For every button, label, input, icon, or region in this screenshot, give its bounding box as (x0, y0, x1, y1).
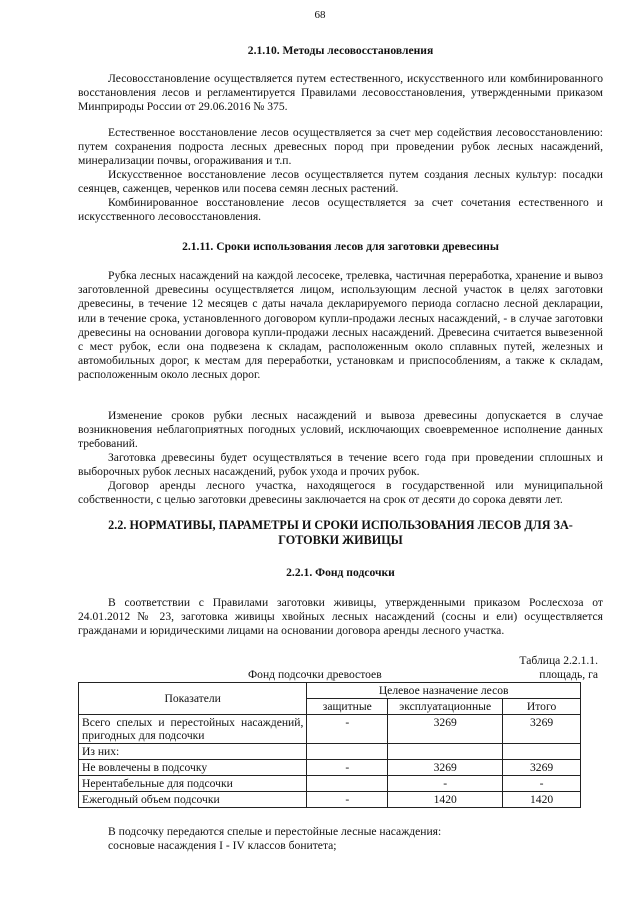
paragraph: В соответствии с Правилами заготовки живицы, утвержденными приказом Рослесхоза от 24.01.2012 № 23, заготовка живицы хвойных лесных насаждений (сосны и ели) осуществляется гражданами и юридическими лицами на основании договора аренды лесного участка. (78, 596, 603, 638)
row-label: Из них: (79, 744, 307, 760)
table-row (79, 715, 581, 744)
table-header-row (79, 683, 581, 699)
section-2-2-1-title: 2.2.1. Фонд подсочки (286, 566, 395, 579)
table-unit: площадь, га (539, 668, 598, 681)
row-label: Нерентабельные для подсочки (79, 776, 307, 792)
table-row (79, 744, 581, 760)
cell: 1420 (388, 792, 503, 808)
header-protective: защитные (307, 699, 388, 715)
cell (388, 744, 503, 760)
header-total: Итого (503, 699, 581, 715)
table-title: Фонд подсочки древостоев (248, 668, 382, 681)
table-row (79, 792, 581, 808)
paragraph: Искусственное восстановление лесов осуществляется путем создания лесных культур: посадки сеянцев, саженцев, черенков или посева семян лесных растений. (78, 168, 603, 196)
paragraph: Рубка лесных насаждений на каждой лесосеке, трелевка, частичная переработка, хранение и вывоз заготовленной древесины осуществляется лицом, использующим лесной участок в целях заготовки древесины, в течение 12 месяцев с даты начала декларируемого периода согласно лесной декларации, или в течение срока, установленного договором купли-продажи лесных насаждений, - в случае заготовки древесины на основании договора купли-продажи лесных насаждений. Древесина считается вывезенной с мест рубок, если она подвезена к складам, расположенным около сплавных путей, железных и автомобильных дорог, к местам для переработки, установкам и приспособлениям, а также к складам, расположенным около лесных дорог. (78, 269, 603, 382)
table-number: Таблица 2.2.1.1. (519, 654, 598, 667)
fund-table (78, 682, 581, 808)
cell: 3269 (388, 715, 503, 744)
cell: 1420 (503, 792, 581, 808)
paragraph: Лесовосстановление осуществляется путем естественного, искусственного или комбинированного восстановления лесов и регламентируется Правилами лесовосстановления, утвержденными приказом Минприроды России от 29.06.2016 № 375. (78, 72, 603, 114)
header-operational: эксплуатационные (388, 699, 503, 715)
header-indicators: Показатели (79, 683, 307, 715)
cell: 3269 (503, 760, 581, 776)
cell: - (307, 715, 388, 744)
cell (503, 744, 581, 760)
cell (307, 776, 388, 792)
section-2-2-title-line2: ГОТОВКИ ЖИВИЦЫ (278, 533, 403, 547)
cell: - (307, 760, 388, 776)
section-2-1-10-title: 2.1.10. Методы лесовосстановления (247, 44, 434, 57)
cell: - (307, 792, 388, 808)
page-number: 68 (314, 9, 326, 21)
cell (307, 744, 388, 760)
cell: - (503, 776, 581, 792)
cell: 3269 (388, 760, 503, 776)
section-2-1-11-title: 2.1.11. Сроки использования лесов для заготовки древесины (182, 240, 499, 253)
section-2-2-title-line1: 2.2. НОРМАТИВЫ, ПАРАМЕТРЫ И СРОКИ ИСПОЛЬЗОВАНИЯ ЛЕСОВ ДЛЯ ЗА- (108, 518, 573, 532)
row-label: Всего спелых и перестойных насаждений, пригодных для подсочки (79, 715, 307, 744)
after-table-line: В подсочку передаются спелые и перестойные лесные насаждения: (108, 825, 442, 838)
paragraph: Естественное восстановление лесов осуществляется за счет мер содействия лесовосстановлению: путем сохранения подроста лесных древесных пород при проведении рубок лесных насаждений, минерализации почвы, огораживания и т.п. (78, 126, 603, 168)
paragraph: Договор аренды лесного участка, находящегося в государственной или муниципальной собственности, с целью заготовки древесины заключается на срок от десяти до сорока девяти лет. (78, 479, 603, 507)
paragraph: Комбинированное восстановление лесов осуществляется за счет сочетания естественного и искусственного лесовосстановления. (78, 196, 603, 224)
header-group: Целевое назначение лесов (307, 683, 581, 699)
cell: - (388, 776, 503, 792)
row-label: Ежегодный объем подсочки (79, 792, 307, 808)
cell: 3269 (503, 715, 581, 744)
paragraph: Изменение сроков рубки лесных насаждений и вывоза древесины допускается в случае возникновения неблагоприятных погодных условий, исключающих своевременное исполнение данных требований. (78, 409, 603, 451)
table-row (79, 776, 581, 792)
row-label: Не вовлечены в подсочку (79, 760, 307, 776)
table-row (79, 760, 581, 776)
paragraph: Заготовка древесины будет осуществляться в течение всего года при проведении сплошных и выборочных рубок лесных насаждений, рубок ухода и прочих рубок. (78, 451, 603, 479)
after-table-line: сосновые насаждения I - IV классов бонитета; (108, 839, 337, 852)
